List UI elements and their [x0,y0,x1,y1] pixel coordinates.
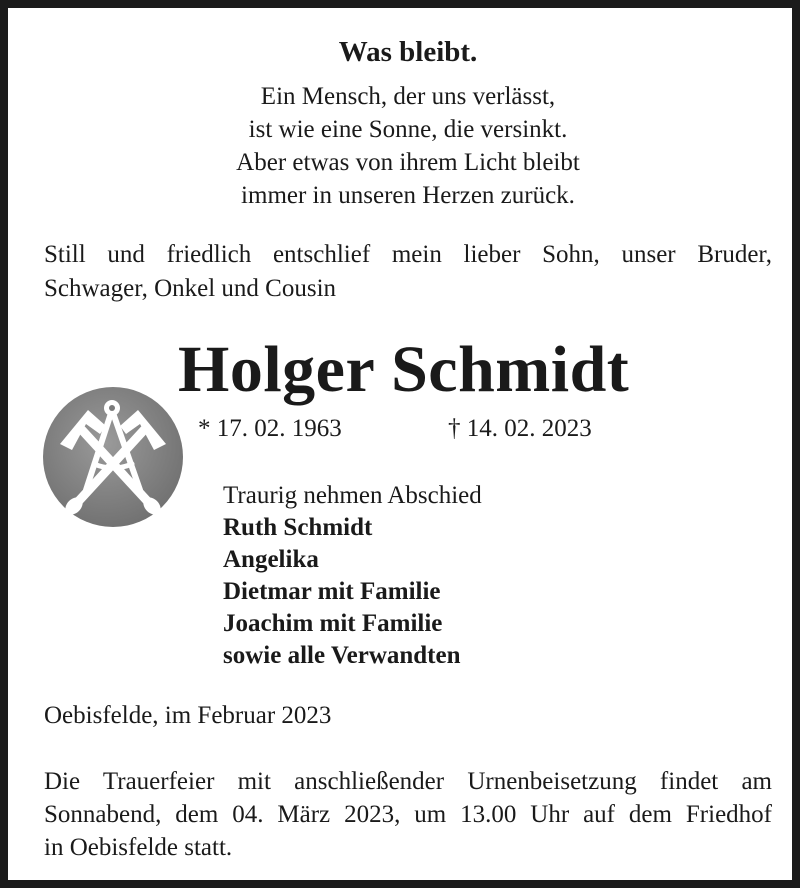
announcement-line: Still und friedlich entschlief mein lieber Sohn, unser Bruder, [44,241,772,268]
mourner-name: Joachim mit Familie [223,610,443,637]
place-and-date: Oebisfelde, im Februar 2023 [44,702,332,729]
guild-emblem-icon [42,386,184,528]
announcement-text [44,238,772,306]
mourners-lead: Traurig nehmen Abschied [223,482,482,509]
poem-title: Was bleibt. [338,36,478,68]
mourner-name: Ruth Schmidt [223,514,373,541]
poem [8,80,800,212]
poem-line: Ein Mensch, der uns verlässt, [260,83,556,110]
birth-date: * 17. 02. 1963 [198,415,342,442]
service-line: Sonnabend, dem 04. März 2023, um 13.00 Uhr auf dem Friedhof [44,801,772,828]
mourner-name: Dietmar mit Familie [223,578,441,605]
death-date: † 14. 02. 2023 [448,415,592,442]
mourner-name: sowie alle Verwandten [223,642,461,669]
poem-line: Aber etwas von ihrem Licht bleibt [236,149,580,176]
announcement-line: Schwager, Onkel und Cousin [44,275,337,302]
deceased-name: Holger Schmidt [178,333,630,406]
funeral-service-info [44,765,772,864]
poem-line: immer in unseren Herzen zurück. [241,182,575,209]
mourner-name: Angelika [223,546,319,573]
poem-line: ist wie eine Sonne, die versinkt. [248,116,568,143]
service-line: in Oebisfelde statt. [44,834,233,861]
mourners-list [223,480,482,672]
service-line: Die Trauerfeier mit anschließender Urnenbeisetzung findet am [44,768,772,795]
